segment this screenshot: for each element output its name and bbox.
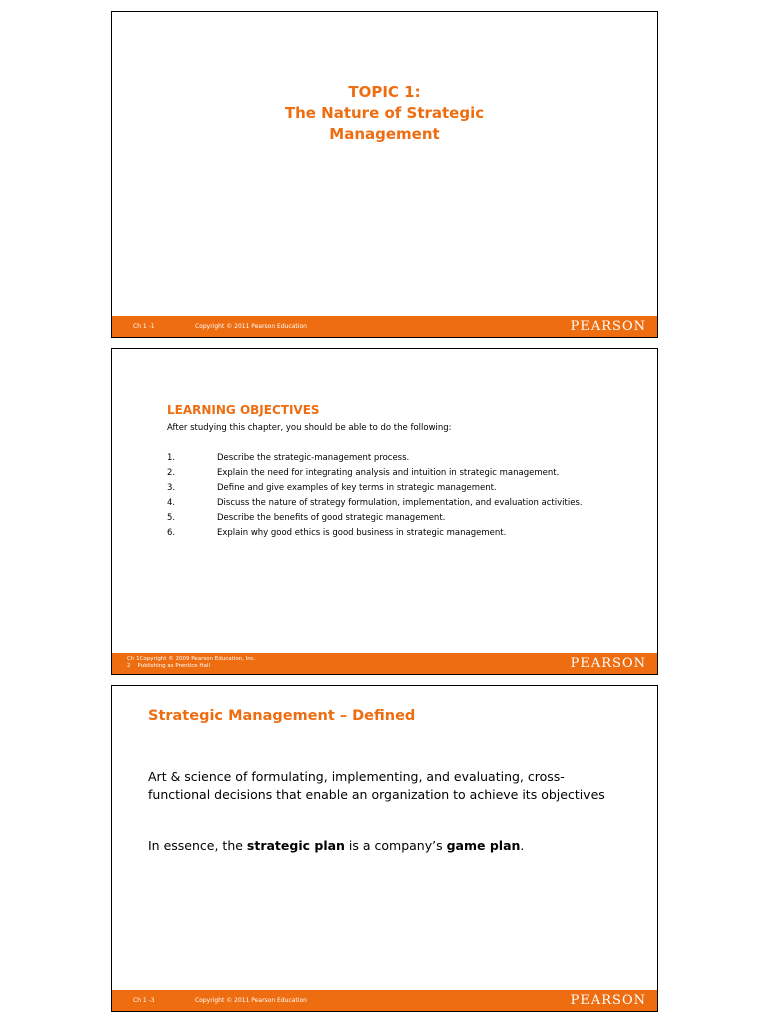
slide-number: Ch 1 -3	[133, 997, 155, 1004]
list-item	[167, 483, 607, 493]
item-text: Explain why good ethics is good business in strategic management.	[217, 528, 507, 538]
pearson-logo: PEARSON	[570, 319, 646, 334]
item-number: 5.	[167, 513, 176, 523]
definition-paragraph: Art & science of formulating, implementing, and evaluating, cross-functional decisions that enable an organization to achieve its objectives	[148, 769, 605, 802]
list-item	[167, 528, 607, 538]
learning-objectives-heading: LEARNING OBJECTIVES	[167, 403, 320, 417]
footer-line-1: Ch 1Copyright © 2009 Pearson Education, Inc.	[127, 656, 256, 662]
title-line-2: The Nature of Strategic	[284, 104, 485, 122]
item-text: Explain the need for integrating analysis and intuition in strategic management.	[217, 468, 560, 478]
item-number: 2.	[167, 468, 176, 478]
essence-sentence	[148, 837, 618, 855]
item-text: Describe the strategic-management process.	[217, 453, 410, 463]
essence-text-2: is a company’s	[344, 838, 447, 853]
footer-credit	[127, 656, 256, 670]
pearson-logo: PEARSON	[570, 656, 646, 671]
list-item	[167, 498, 607, 508]
list-item	[167, 513, 607, 523]
definition-heading: Strategic Management – Defined	[148, 708, 416, 724]
title-line-1: TOPIC 1:	[348, 83, 421, 101]
item-number: 3.	[167, 483, 176, 493]
objectives-list	[167, 453, 607, 543]
item-text: Define and give examples of key terms in strategic management.	[217, 483, 497, 493]
slide-footer	[112, 316, 657, 337]
copyright-text: Copyright © 2011 Pearson Education	[195, 323, 307, 330]
title-line-3: Management	[329, 125, 440, 143]
learning-objectives-intro: After studying this chapter, you should be able to do the following:	[167, 423, 452, 433]
item-number: 4.	[167, 498, 176, 508]
slide-number: Ch 1 -1	[133, 323, 155, 330]
item-number: 6.	[167, 528, 176, 538]
footer-line-2: 2 Publishing as Prentice Hall	[127, 663, 210, 669]
item-text: Describe the benefits of good strategic management.	[217, 513, 446, 523]
copyright-text: Copyright © 2011 Pearson Education	[195, 997, 307, 1004]
slide-2	[111, 348, 658, 675]
pearson-logo: PEARSON	[570, 993, 646, 1008]
item-number: 1.	[167, 453, 176, 463]
slide-title	[112, 82, 657, 145]
slide-1	[111, 11, 658, 338]
slide-footer	[112, 653, 657, 674]
item-text: Discuss the nature of strategy formulation, implementation, and evaluation activities.	[217, 498, 583, 508]
list-item	[167, 468, 607, 478]
slide-footer	[112, 990, 657, 1011]
essence-text-1: In essence, the	[148, 838, 247, 853]
list-item	[167, 453, 607, 463]
essence-bold-strategic-plan: strategic plan	[246, 838, 345, 853]
essence-bold-game-plan: game plan	[446, 838, 521, 853]
slide-3	[111, 685, 658, 1012]
essence-text-3: .	[520, 838, 525, 853]
